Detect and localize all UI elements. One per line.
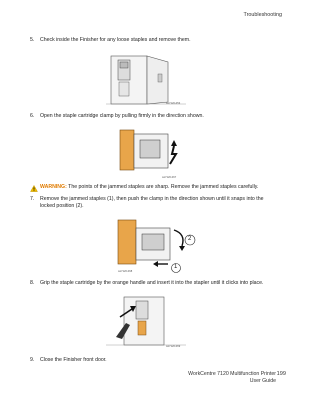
cartridge-clamp-illustration bbox=[110, 124, 190, 180]
step-8 bbox=[30, 280, 275, 287]
footer-guide: User Guide bbox=[249, 378, 276, 384]
warning-label: WARNING: bbox=[40, 184, 67, 190]
figure-open-cartridge-clamp bbox=[110, 124, 190, 180]
step-number: 6. bbox=[30, 113, 35, 119]
figure-remove-jammed-staples bbox=[104, 216, 204, 274]
insert-cartridge-illustration bbox=[96, 293, 196, 349]
arrow-icon bbox=[170, 146, 176, 164]
step-number: 8. bbox=[30, 280, 35, 286]
step-text: Remove the jammed staples (1), then push the clamp in the direction shown until it snaps into the locked position (2). bbox=[40, 196, 264, 209]
step-number: 5. bbox=[30, 37, 35, 43]
step-number: 7. bbox=[30, 196, 35, 202]
figure-id: wc7120-069 bbox=[166, 345, 181, 348]
jammed-staples-illustration bbox=[104, 216, 204, 274]
warning-text: The points of the jammed staples are sharp. Remove the jammed staples carefully. bbox=[68, 184, 259, 190]
figure-insert-cartridge bbox=[96, 293, 196, 349]
page-number: 199 bbox=[276, 371, 286, 377]
step-text: Check inside the Finisher for any loose staples and remove them. bbox=[40, 37, 191, 43]
footer-product-name: WorkCentre 7120 Multifunction Printer bbox=[188, 371, 276, 377]
step-5 bbox=[30, 37, 275, 44]
step-text: Close the Finisher front door. bbox=[40, 357, 107, 363]
running-header: Troubleshooting bbox=[243, 12, 282, 18]
step-9 bbox=[30, 357, 275, 364]
warning-note bbox=[30, 184, 280, 191]
figure-finisher-loose-staples bbox=[96, 52, 196, 108]
step-text: Grip the staple cartridge by the orange handle and insert it into the stapler until it clicks into place. bbox=[40, 280, 264, 286]
figure-id: wc7120-068 bbox=[118, 270, 133, 273]
callout-1: 1 bbox=[174, 264, 178, 270]
figure-id: wc7120-067 bbox=[162, 176, 177, 179]
footer-product bbox=[188, 371, 276, 385]
finisher-illustration bbox=[96, 52, 196, 108]
step-number: 9. bbox=[30, 357, 35, 363]
step-6 bbox=[30, 113, 275, 120]
figure-id: wc7120-053 bbox=[166, 102, 181, 105]
callout-2: 2 bbox=[188, 236, 192, 242]
step-text: Open the staple cartridge clamp by pulling firmly in the direction shown. bbox=[40, 113, 204, 119]
step-7 bbox=[30, 196, 275, 210]
